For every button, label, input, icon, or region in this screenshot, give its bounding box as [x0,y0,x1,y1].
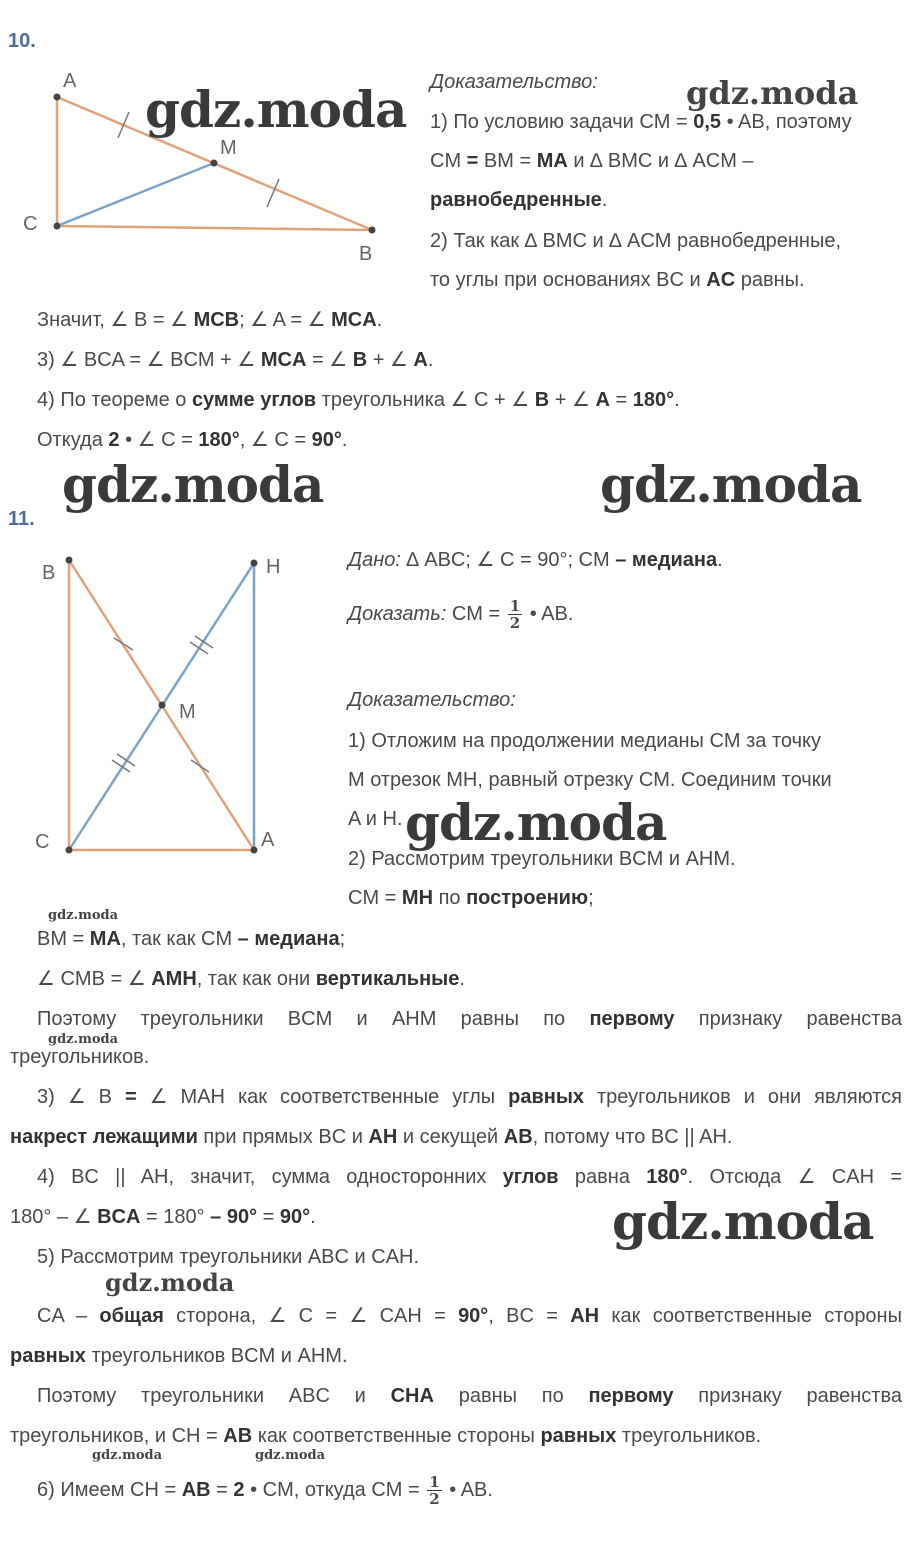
fraction-half-2: $\frac{1}{2}$ [429,1473,440,1508]
label-c: C [23,213,38,235]
label-a: A [63,70,77,92]
point-a [54,94,61,101]
proof11-line-2: M отрезок MH, равный отрезку CM. Соединим точки [348,769,832,791]
watermark-logo: gdz.moda [48,1032,119,1047]
tick-mh-1 [190,642,208,654]
point-a [251,847,258,854]
proof11-line-17: Поэтому треугольники ABC и CHA равны по первому признаку равенства [37,1385,902,1407]
proof11-line-14: 5) Рассмотрим треугольники ABC и CAH. [37,1246,420,1268]
proof10-line-8: 4) По теореме о сумме углов треугольника ∠ C + ∠ B + ∠ A = 180°. [37,389,680,411]
proof-title-10: Доказательство: [430,71,598,93]
label-a: A [261,829,275,851]
tick-am [118,112,129,138]
label-b: B [42,562,56,584]
prove-line: Доказать: CM = $\frac{1}{2}$ • AB. [348,597,574,632]
problem-number-10: 10. [8,30,36,52]
given-line: Дано: ∆ ABC; ∠ C = 90°; CM – медиана. [348,549,723,571]
proof10-line-2: CM = BM = MA и ∆ BMC и ∆ ACM – [430,150,754,172]
watermark-logo: gdz.moda [405,793,667,852]
point-m [159,702,166,709]
proof11-line-7: ∠ CMB = ∠ AMH, так как они вертикальные. [37,968,465,990]
tick-cm-2 [117,754,135,766]
label-b: B [359,243,373,265]
proof-title-11: Доказательство: [348,689,516,711]
watermark-logo: gdz.moda [612,1192,874,1251]
proof11-line-16: равных треугольников BCM и AHM. [10,1345,348,1367]
proof10-line-3: равнобедренные. [430,189,608,211]
label-m: M [220,137,237,159]
tick-ma [191,760,209,772]
point-h [251,560,258,567]
proof11-line-15: CA – общая сторона, ∠ C = ∠ CAH = 90°, BC = AH как соответственные стороны [37,1305,902,1327]
proof11-line-6: BM = MA, так как CM – медиана; [37,928,346,950]
label-m: M [179,701,196,723]
proof11-line-9: треугольников. [10,1046,150,1068]
proof11-line-1: 1) Отложим на продолжении медианы CM за точку [348,730,821,752]
point-c [66,847,73,854]
tick-bm [114,638,133,650]
proof10-line-7: 3) ∠ BCA = ∠ BCM + ∠ MCA = ∠ B + ∠ A. [37,349,434,371]
proof10-line-5: то углы при основаниях BC и AC равны. [430,269,805,291]
proof11-line-4: 2) Рассмотрим треугольники BCM и AHM. [348,848,736,870]
point-c [54,223,61,230]
point-b [66,557,73,564]
proof10-line-9: Откуда 2 • ∠ C = 180°, ∠ C = 90°. [37,429,348,451]
proof11-line-8: Поэтому треугольники BCM и AHM равны по первому признаку равенства [37,1008,902,1030]
watermark-logo: gdz.moda [48,908,119,923]
proof11-line-3: A и H. [348,808,403,830]
proof11-line-11: накрест лежащими при прямых BC и AH и секущей AB, потому что BC || AH. [10,1126,733,1148]
fraction-half: $\frac{1}{2}$ [509,597,521,632]
watermark-logo: gdz.moda [686,74,859,112]
proof11-line-18: треугольников, и CH = AB как соответственные стороны равных треугольников. [10,1425,762,1447]
label-c: C [35,831,50,853]
watermark-logo: gdz.moda [145,80,407,139]
watermark-logo: gdz.moda [255,1448,326,1463]
triangle-figure-11 [25,545,325,865]
proof10-line-4: 2) Так как ∆ BMC и ∆ ACM равнобедренные, [430,230,842,252]
median-cm [57,163,214,226]
label-h: H [266,556,281,578]
watermark-logo: gdz.moda [105,1268,235,1297]
watermark-logo: gdz.moda [92,1448,163,1463]
proof11-line-12: 4) BC || AH, значит, сумма односторонних углов равна 180°. Отсюда ∠ CAH = [37,1166,902,1188]
watermark-logo: gdz.moda [62,455,324,514]
proof11-line-10: 3) ∠ B = ∠ MAH как соответственные углы равных треугольников и они являются [37,1086,903,1108]
point-m [211,160,218,167]
watermark-logo: gdz.moda [600,455,862,514]
problem-number-11: 11. [8,508,35,530]
proof10-line-6: Значит, ∠ B = ∠ MCB; ∠ A = ∠ MCA. [37,309,383,331]
proof11-line-19: 6) Имеем CH = AB = 2 • CM, откуда CM = $\frac{1}{2}$ • AB. [37,1473,493,1508]
tick-mh-2 [195,636,213,648]
side-cb [57,226,372,230]
proof10-line-1: 1) По условию задачи CM = 0,5 • AB, поэтому [430,111,852,133]
proof11-line-13: 180° – ∠ BCA = 180° – 90° = 90°. [10,1206,316,1228]
point-b [369,227,376,234]
proof11-line-5: CM = MH по построению; [348,887,594,909]
tick-mb [267,179,279,207]
